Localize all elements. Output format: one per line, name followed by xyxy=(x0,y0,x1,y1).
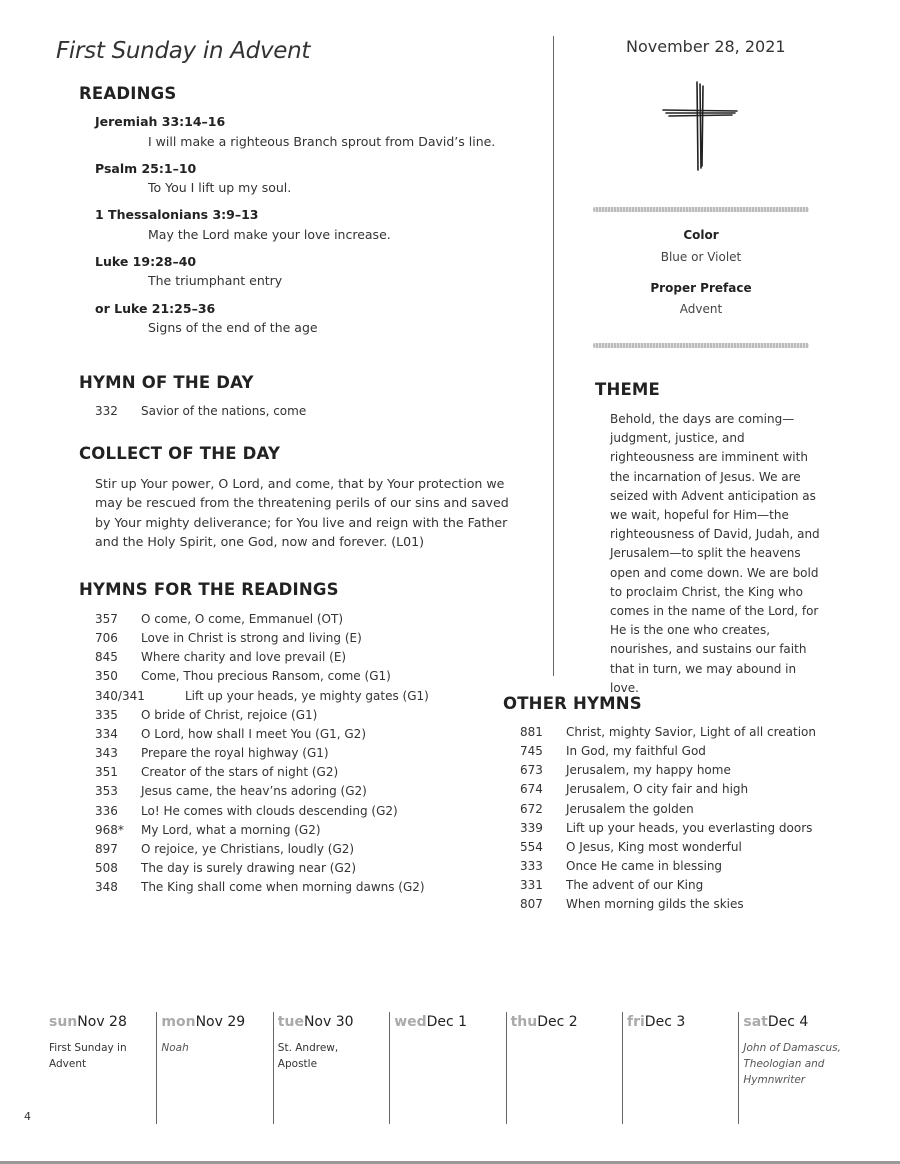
hymn-title: Lo! He comes with clouds descending (G2) xyxy=(141,803,398,818)
day-divider xyxy=(389,1012,390,1124)
hymn-title: My Lord, what a morning (G2) xyxy=(141,822,321,837)
proper-preface-label: Proper Preface xyxy=(650,281,752,295)
day-date: Dec 2 xyxy=(537,1014,578,1030)
calendar-day-fri xyxy=(622,1012,738,1126)
hymn-title: Jerusalem, O city fair and high xyxy=(566,782,749,797)
hymn-number: 351 xyxy=(95,765,118,780)
hymn-title: The day is surely drawing near (G2) xyxy=(141,860,357,875)
hymn-title: Jerusalem the golden xyxy=(566,801,694,816)
hymn-number: 673 xyxy=(520,763,543,778)
hymn-title: Once He came in blessing xyxy=(566,859,723,874)
day-name: fri xyxy=(627,1014,645,1030)
section-rule xyxy=(593,207,809,212)
calendar-day-header xyxy=(743,1014,808,1030)
page-number: 4 xyxy=(24,1110,31,1123)
day-date: Nov 30 xyxy=(303,1014,354,1030)
readings-heading: READINGS xyxy=(79,84,177,103)
hymn-title: O bride of Christ, rejoice (G1) xyxy=(141,707,318,722)
theme-text: Behold, the days are coming—judgment, justice, and righteousness are imminent with the incarnation of Jesus. We are seized with Advent anticipation as we wait, hopeful for Him—the righteousness of David, Judah, and Jerusalem—to split the heavens open and come down. We are bold to proclaim Christ, the King who comes in the name of the Lord, for He is the one who creates, nourishes, and sustains our faith that in turn, we may abound in love. xyxy=(610,412,820,695)
day-divider xyxy=(273,1012,274,1124)
hymn-title: O rejoice, ye Christians, loudly (G2) xyxy=(141,841,355,856)
day-name: wed xyxy=(394,1014,427,1030)
hymn-title: Jesus came, the heav’ns adoring (G2) xyxy=(141,784,367,799)
calendar-day-wed xyxy=(389,1012,505,1126)
cross-icon xyxy=(660,80,740,172)
day-commemoration: St. Andrew, Apostle xyxy=(277,1042,339,1070)
hymn-number: 845 xyxy=(95,650,118,665)
hymn-number: 881 xyxy=(520,725,543,739)
hymn-number: 672 xyxy=(520,801,543,816)
hymn-title: The advent of our King xyxy=(566,878,704,893)
day-name: sat xyxy=(743,1014,768,1030)
reading-ref: Psalm 25:1–10 xyxy=(95,161,197,176)
reading-summary: Signs of the end of the age xyxy=(148,320,318,335)
day-name: tue xyxy=(277,1014,304,1030)
hymn-title: Creator of the stars of night (G2) xyxy=(141,765,339,780)
hymn-title: Lift up your heads, ye mighty gates (G1) xyxy=(185,688,429,703)
hymn-number: 706 xyxy=(95,631,118,646)
collect-heading: COLLECT OF THE DAY xyxy=(79,444,281,463)
reading-summary: I will make a righteous Branch sprout from David’s line. xyxy=(148,134,496,149)
day-name: sun xyxy=(49,1014,78,1030)
calendar-day-tue xyxy=(273,1012,389,1126)
day-divider xyxy=(156,1012,157,1124)
column-divider xyxy=(553,36,554,676)
hymn-number: 745 xyxy=(520,744,543,759)
hymn-number: 807 xyxy=(520,897,543,912)
hymn-of-day-heading: HYMN OF THE DAY xyxy=(79,373,254,392)
hymn-title: Lift up your heads, you everlasting doors xyxy=(566,820,813,835)
hymn-title: Where charity and love prevail (E) xyxy=(141,650,347,665)
hymn-title: The King shall come when morning dawns (G2) xyxy=(141,880,425,895)
hymn-number: 353 xyxy=(95,784,118,799)
hymn-number: 333 xyxy=(520,859,543,874)
color-label: Color xyxy=(683,228,719,242)
hymn-number: 331 xyxy=(520,878,543,893)
page-title: First Sunday in Advent xyxy=(56,38,311,64)
calendar-day-header xyxy=(161,1014,245,1030)
hymn-title: O Lord, how shall I meet You (G1, G2) xyxy=(141,726,366,741)
calendar-day-header xyxy=(394,1014,467,1030)
hymn-title: Savior of the nations, come xyxy=(141,404,307,418)
calendar-day-mon xyxy=(156,1012,272,1126)
hymn-number: 343 xyxy=(95,746,118,761)
day-commemoration: Noah xyxy=(161,1042,189,1054)
hymn-number: 897 xyxy=(95,841,118,856)
calendar-day-thu xyxy=(506,1012,622,1126)
hymn-number: 335 xyxy=(95,707,118,722)
hymn-title: O come, O come, Emmanuel (OT) xyxy=(141,612,343,626)
day-date: Dec 4 xyxy=(767,1014,809,1030)
reading-summary: The triumphant entry xyxy=(148,273,283,288)
reading-ref: Luke 19:28–40 xyxy=(95,254,197,269)
day-commemoration: John of Damascus, Theologian and Hymnwriter xyxy=(743,1042,841,1086)
hymn-number: 554 xyxy=(520,839,543,854)
week-calendar xyxy=(40,1012,860,1126)
hymn-number: 674 xyxy=(520,782,543,797)
theme-heading: THEME xyxy=(595,380,661,399)
hymn-number: 340/341 xyxy=(95,688,145,703)
reading-summary: To You I lift up my soul. xyxy=(148,180,292,195)
proper-preface-value: Advent xyxy=(679,302,723,316)
reading-summary: May the Lord make your love increase. xyxy=(148,227,391,242)
day-divider xyxy=(738,1012,739,1124)
hymn-number: 350 xyxy=(95,669,118,684)
calendar-day-header xyxy=(511,1014,578,1030)
day-commemoration: First Sunday in Advent xyxy=(49,1042,127,1070)
hymn-number: 336 xyxy=(95,803,118,818)
calendar-day-header xyxy=(49,1014,127,1030)
day-date: Nov 28 xyxy=(77,1014,127,1030)
hymn-number: 334 xyxy=(95,726,118,741)
day-name: thu xyxy=(510,1014,538,1030)
hymn-title: O Jesus, King most wonderful xyxy=(566,839,742,854)
reading-ref: or Luke 21:25–36 xyxy=(95,301,216,316)
calendar-day-sat xyxy=(738,1012,854,1126)
day-date: Nov 29 xyxy=(195,1014,246,1030)
hymn-title: Jerusalem, my happy home xyxy=(566,763,731,778)
color-value: Blue or Violet xyxy=(660,250,742,264)
calendar-day-header xyxy=(627,1014,685,1030)
hymn-title: Love in Christ is strong and living (E) xyxy=(141,631,362,646)
collect-text: Stir up Your power, O Lord, and come, that by Your protection we may be rescued from the threatening perils of our sins and saved by Your mighty deliverance; for You live and reign with the Father and the Holy Spirit, one God, now and forever. (L01) xyxy=(95,476,509,549)
hymn-number: 332 xyxy=(95,404,118,418)
day-divider xyxy=(622,1012,623,1124)
reading-ref: 1 Thessalonians 3:9–13 xyxy=(95,207,259,222)
calendar-day-sun xyxy=(40,1012,156,1126)
day-name: mon xyxy=(161,1014,196,1030)
day-date: Dec 3 xyxy=(644,1014,686,1030)
section-rule xyxy=(593,343,809,348)
service-date: November 28, 2021 xyxy=(626,37,786,56)
hymn-title: Prepare the royal highway (G1) xyxy=(141,746,329,761)
hymn-title: Come, Thou precious Ransom, come (G1) xyxy=(141,669,391,684)
hymn-title: When morning gilds the skies xyxy=(566,897,744,912)
day-divider xyxy=(506,1012,507,1124)
calendar-day-header xyxy=(278,1014,354,1030)
hymn-title: In God, my faithful God xyxy=(566,744,706,759)
other-hymns-heading: OTHER HYMNS xyxy=(503,694,642,713)
reading-ref: Jeremiah 33:14–16 xyxy=(95,114,226,129)
day-date: Dec 1 xyxy=(426,1014,468,1030)
hymn-number: 968* xyxy=(95,822,124,837)
hymn-number: 339 xyxy=(520,820,543,835)
hymn-number: 357 xyxy=(95,612,118,626)
hymn-number: 348 xyxy=(95,880,118,895)
hymn-title: Christ, mighty Savior, Light of all creation xyxy=(566,725,816,739)
hymns-for-readings-heading: HYMNS FOR THE READINGS xyxy=(79,580,339,599)
hymn-number: 508 xyxy=(95,860,118,875)
